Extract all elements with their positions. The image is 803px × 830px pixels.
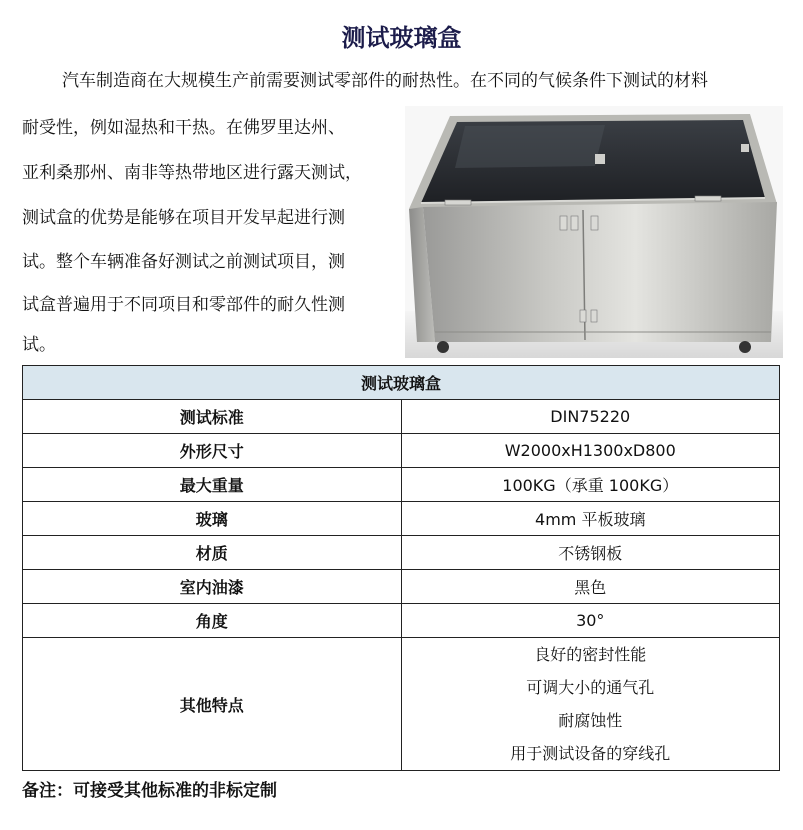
- table-row: [23, 468, 780, 502]
- row-value: 4mm 平板玻璃: [401, 502, 780, 536]
- row-key: 测试标准: [23, 400, 402, 434]
- row-value: DIN75220: [401, 400, 780, 434]
- glass-box-photo: [405, 106, 783, 358]
- row-key: 材质: [23, 536, 402, 570]
- intro-line: 试盒普遍用于不同项目和零部件的耐久性测: [22, 295, 345, 315]
- page-title: 测试玻璃盒: [341, 24, 462, 52]
- intro-line: 亚利桑那州、南非等热带地区进行露天测试，: [22, 163, 362, 183]
- table-row: [23, 570, 780, 604]
- feature-item: 可调大小的通气孔: [526, 678, 655, 697]
- intro-line: 汽车制造商在大规模生产前需要测试零部件的耐热性。在不同的气候条件下测试的材料: [62, 71, 708, 91]
- table-row: [23, 434, 780, 468]
- row-value: 100KG（承重 100KG）: [401, 468, 780, 502]
- feature-item: 耐腐蚀性: [558, 711, 623, 730]
- row-key: 最大重量: [23, 468, 402, 502]
- row-value: 不锈钢板: [401, 536, 780, 570]
- row-key: 其他特点: [23, 638, 402, 771]
- intro-line: 试。整个车辆准备好测试之前测试项目，测: [22, 252, 345, 272]
- intro-line: 试。: [22, 335, 56, 355]
- intro-line: 耐受性，例如湿热和干热。在佛罗里达州、: [22, 118, 345, 138]
- remark-note: 备注：可接受其他标准的非标定制: [22, 781, 277, 801]
- table-row: [23, 400, 780, 434]
- row-key: 外形尺寸: [23, 434, 402, 468]
- table-header: 测试玻璃盒: [23, 366, 780, 400]
- feature-item: 良好的密封性能: [534, 645, 647, 664]
- table-row: [23, 502, 780, 536]
- feature-item: 用于测试设备的穿线孔: [510, 744, 671, 763]
- row-value: W2000xH1300xD800: [401, 434, 780, 468]
- table-row: [23, 536, 780, 570]
- row-key: 玻璃: [23, 502, 402, 536]
- row-value: 30°: [401, 604, 780, 638]
- row-key: 室内油漆: [23, 570, 402, 604]
- table-row-features: [23, 638, 780, 771]
- features-list: [401, 638, 780, 771]
- intro-line: 测试盒的优势是能够在项目开发早起进行测: [22, 208, 345, 228]
- row-value: 黑色: [401, 570, 780, 604]
- row-key: 角度: [23, 604, 402, 638]
- spec-table: [22, 365, 780, 771]
- table-row: [23, 604, 780, 638]
